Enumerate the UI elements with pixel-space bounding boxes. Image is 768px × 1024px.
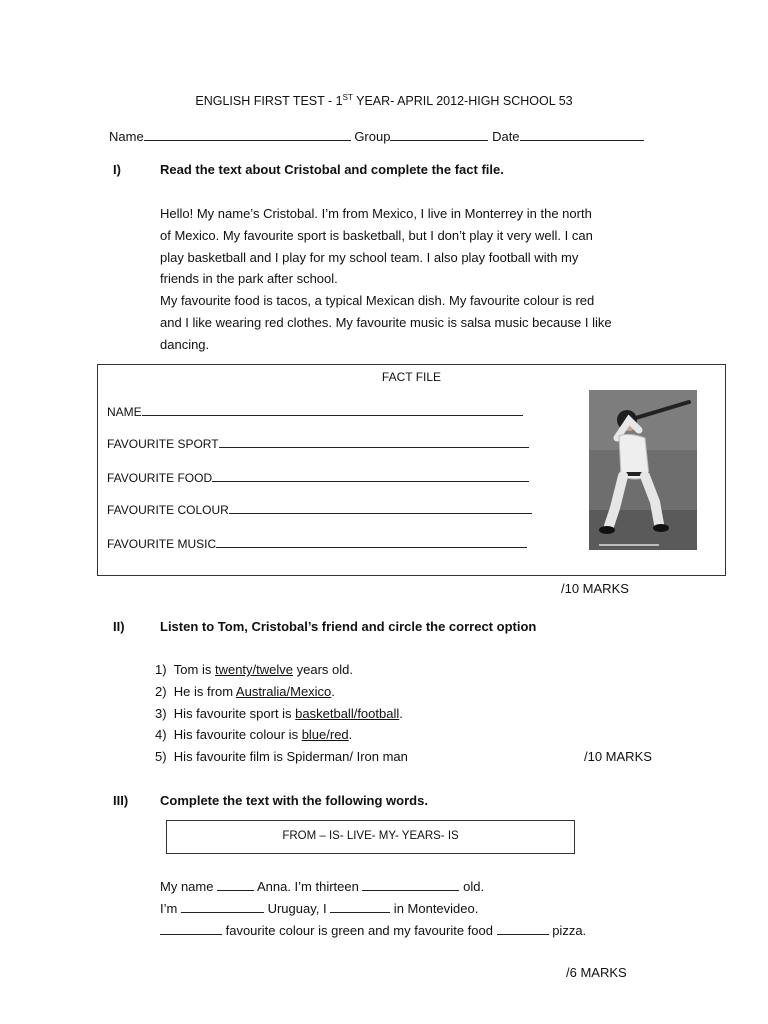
gap-fill-line-1 [160, 876, 484, 898]
item-text: His favourite colour is [173, 727, 302, 743]
gap-text: old. [459, 879, 485, 894]
section-2-instruction: Listen to Tom, Cristobal’s friend and circle the correct option [160, 619, 537, 634]
reading-text [160, 203, 650, 356]
item-text: Tom is [173, 662, 215, 677]
fact-file-title: FACT FILE [381, 370, 442, 384]
fact-label: FAVOURITE SPORT [107, 437, 219, 451]
title-text: ENGLISH FIRST TEST - 1 [195, 94, 343, 109]
item-text: . [348, 727, 353, 743]
gap-blank[interactable] [160, 922, 222, 935]
gap-fill-line-3 [160, 920, 586, 942]
answer-options[interactable]: twenty/twelve [214, 662, 294, 677]
gap-text: Uruguay, I [263, 901, 331, 916]
item-number: 3) [155, 705, 167, 721]
fact-row-name [107, 403, 523, 419]
reading-line: friends in the park after school. [160, 271, 338, 287]
fact-field-food[interactable] [212, 469, 529, 482]
section-3-number: III) [113, 793, 129, 808]
gap-text: in Montevideo. [390, 901, 479, 916]
fact-row-sport [107, 435, 529, 451]
section-3-instruction: Complete the text with the following words. [160, 793, 428, 808]
item-text: years old. [293, 662, 353, 677]
list-item [155, 703, 408, 725]
fact-label: NAME [107, 405, 142, 419]
answer-options[interactable]: blue/red [301, 727, 349, 743]
gap-text: favourite colour is green and my favourite food [222, 923, 497, 938]
gap-text: I’m [160, 901, 181, 916]
date-label: Date [492, 129, 520, 144]
baseball-player-icon [589, 390, 697, 550]
item-text: His favourite sport is [173, 705, 296, 721]
baseball-player-photo [589, 390, 697, 550]
section-1-number: I) [113, 162, 121, 177]
item-number: 1) [155, 662, 167, 677]
section-1-instruction: Read the text about Cristobal and complete the fact file. [160, 162, 504, 177]
item-number: 5) [155, 749, 167, 765]
group-label: Group [354, 129, 391, 144]
gap-text: My name [160, 879, 218, 894]
list-item [155, 681, 408, 703]
title-text-rest: YEAR- APRIL 2012-HIGH SCHOOL 53 [352, 94, 573, 109]
reading-line: play basketball and I play for my school team. I also play football with my [160, 249, 579, 265]
fact-row-colour [107, 501, 532, 517]
section-2-marks: /10 MARKS [584, 749, 652, 764]
gap-blank[interactable] [181, 900, 264, 913]
listening-question-list [155, 659, 408, 768]
fact-label: FAVOURITE COLOUR [107, 503, 229, 517]
fact-field-name[interactable] [142, 403, 523, 416]
item-text: . [331, 683, 335, 699]
fact-field-colour[interactable] [229, 501, 532, 514]
fact-label: FAVOURITE FOOD [107, 471, 213, 485]
reading-line: and I like wearing red clothes. My favourite music is salsa music because I like [160, 314, 612, 330]
item-text: He is from [173, 683, 236, 699]
list-item [155, 659, 408, 681]
item-text: . [399, 705, 403, 721]
item-number: 4) [155, 727, 167, 743]
fact-field-music[interactable] [216, 535, 527, 548]
page-title [0, 93, 768, 108]
reading-line: My favourite food is tacos, a typical Mexican dish. My favourite colour is red [160, 293, 595, 309]
reading-line: of Mexico. My favourite sport is basketball, but I don’t play it very well. I can [160, 227, 593, 243]
gap-fill-line-2 [160, 898, 478, 920]
answer-options[interactable]: Australia/Mexico [235, 683, 332, 699]
reading-line: Hello! My name’s Cristobal. I’m from Mexico, I live in Monterrey in the north [160, 206, 592, 221]
fact-row-food [107, 469, 529, 485]
gap-blank[interactable] [330, 900, 390, 913]
group-field[interactable] [390, 128, 488, 141]
gap-blank[interactable] [217, 878, 254, 891]
word-bank-box: FROM – IS- LIVE- MY- YEARS- IS [166, 820, 575, 854]
gap-text: pizza. [548, 923, 587, 938]
gap-blank[interactable] [497, 922, 549, 935]
section-1-marks: /10 MARKS [561, 581, 629, 596]
section-3-marks: /6 MARKS [566, 965, 627, 980]
gap-blank[interactable] [362, 878, 459, 891]
section-2-number: II) [113, 619, 125, 634]
fact-row-music [107, 535, 527, 551]
date-field[interactable] [520, 128, 644, 141]
item-number: 2) [155, 683, 167, 699]
name-field[interactable] [144, 128, 351, 141]
list-item [155, 724, 408, 746]
answer-options[interactable]: basketball/football [295, 705, 400, 721]
student-info-line [109, 128, 644, 144]
gap-text: Anna. I’m thirteen [254, 879, 363, 894]
name-label: Name [109, 129, 144, 144]
reading-line: dancing. [160, 336, 210, 352]
title-superscript: ST [342, 93, 353, 102]
fact-label: FAVOURITE MUSIC [107, 537, 217, 551]
item-text[interactable]: His favourite film is Spiderman/ Iron man [173, 749, 408, 765]
list-item [155, 746, 408, 768]
fact-field-sport[interactable] [219, 435, 529, 448]
